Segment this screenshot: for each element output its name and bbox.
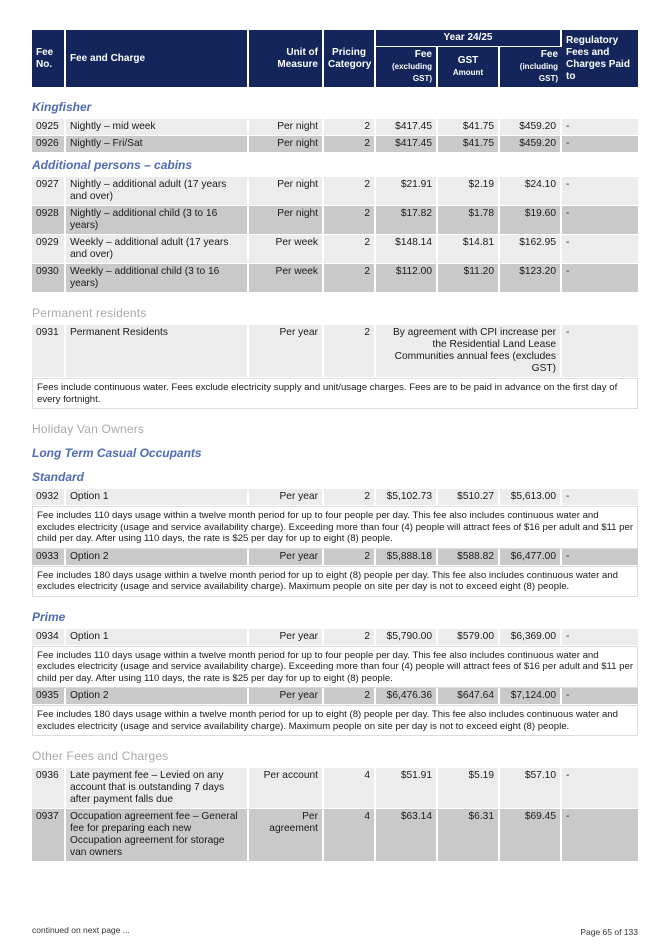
header-fee-no: Fee No. <box>32 30 66 87</box>
fee-name: Weekly – additional child (3 to 16 years) <box>66 264 249 293</box>
fee-incl: $19.60 <box>500 206 562 235</box>
header-unit-of-measure: Unit of Measure <box>249 30 324 87</box>
fee-excl: $17.82 <box>376 206 438 235</box>
unit: Per year <box>249 629 324 646</box>
header-fee-incl-sub: (including GST) <box>519 62 559 83</box>
fee-excl: $21.91 <box>376 177 438 206</box>
regulatory: - <box>562 768 638 809</box>
fee-name: Late payment fee – Levied on any account that is outstanding 7 days after payment falls due <box>66 768 249 809</box>
fee-no: 0926 <box>32 136 66 153</box>
fee-name: Option 2 <box>66 549 249 566</box>
gst-amount: $579.00 <box>438 629 500 646</box>
table-row <box>32 549 638 566</box>
fee-no: 0936 <box>32 768 66 809</box>
regulatory: - <box>562 325 638 378</box>
unit: Per year <box>249 325 324 378</box>
fee-name: Nightly – Fri/Sat <box>66 136 249 153</box>
gst-amount: $647.64 <box>438 688 500 705</box>
fee-incl: $459.20 <box>500 136 562 153</box>
fee-excl: $6,476.36 <box>376 688 438 705</box>
pricing-category: 2 <box>324 629 376 646</box>
unit: Per week <box>249 264 324 293</box>
fee-excl: $5,888.18 <box>376 549 438 566</box>
section-holiday-van: Holiday Van Owners <box>32 409 638 441</box>
fee-excl: $5,102.73 <box>376 489 438 506</box>
fee-excl: $148.14 <box>376 235 438 264</box>
section-heading <box>32 736 638 768</box>
header-year: Year 24/25 <box>376 30 562 47</box>
fee-incl: $6,369.00 <box>500 629 562 646</box>
regulatory: - <box>562 119 638 136</box>
fee-name: Permanent Residents <box>66 325 249 378</box>
table-row <box>32 119 638 136</box>
pricing-category: 2 <box>324 264 376 293</box>
header-fee-incl <box>500 47 562 87</box>
fee-name: Nightly – additional child (3 to 16 years) <box>66 206 249 235</box>
pricing-category: 2 <box>324 489 376 506</box>
unit: Per week <box>249 235 324 264</box>
table-row <box>32 688 638 705</box>
note-option-2: Fee includes 180 days usage within a twelve month period for up to eight (8) people per day. This fee also includes continuous water and excludes electricity (usage and service availability charge). Maximum people on site per day is not to exceed eight (8) people. <box>32 705 638 736</box>
fee-note <box>32 646 638 689</box>
fee-excl: $417.45 <box>376 119 438 136</box>
table-row <box>32 206 638 235</box>
fee-no: 0933 <box>32 549 66 566</box>
table-row <box>32 235 638 264</box>
pricing-category: 2 <box>324 119 376 136</box>
unit: Per year <box>249 489 324 506</box>
section-long-term: Long Term Casual Occupants <box>32 441 638 465</box>
regulatory: - <box>562 235 638 264</box>
fee-name: Option 1 <box>66 489 249 506</box>
fee-excl: $112.00 <box>376 264 438 293</box>
pricing-category: 2 <box>324 325 376 378</box>
regulatory: - <box>562 136 638 153</box>
fee-incl: $24.10 <box>500 177 562 206</box>
unit: Per account <box>249 768 324 809</box>
header-gst <box>438 47 500 87</box>
header-regulatory: Regulatory Fees and Charges Paid to <box>562 30 638 87</box>
section-prime: Prime <box>32 597 638 629</box>
fee-incl: $7,124.00 <box>500 688 562 705</box>
unit: Per night <box>249 136 324 153</box>
fee-name: Option 2 <box>66 688 249 705</box>
table-header <box>32 30 638 87</box>
unit: Per night <box>249 206 324 235</box>
section-heading <box>32 597 638 629</box>
fees-page <box>32 30 638 862</box>
fee-no: 0931 <box>32 325 66 378</box>
pricing-category: 2 <box>324 177 376 206</box>
section-heading <box>32 441 638 465</box>
gst-amount: $2.19 <box>438 177 500 206</box>
table-row <box>32 325 638 378</box>
fee-incl: $162.95 <box>500 235 562 264</box>
fee-excl: $63.14 <box>376 809 438 862</box>
table-row <box>32 136 638 153</box>
regulatory: - <box>562 549 638 566</box>
header-fee-excl-label: Fee <box>414 49 432 60</box>
fee-no: 0928 <box>32 206 66 235</box>
header-fee-and-charge: Fee and Charge <box>66 30 249 87</box>
fee-incl: $57.10 <box>500 768 562 809</box>
pricing-category: 2 <box>324 206 376 235</box>
fee-no: 0927 <box>32 177 66 206</box>
pricing-category: 2 <box>324 688 376 705</box>
table-row <box>32 489 638 506</box>
pricing-category: 2 <box>324 549 376 566</box>
fee-incl: $459.20 <box>500 119 562 136</box>
fee-incl: $69.45 <box>500 809 562 862</box>
regulatory: - <box>562 177 638 206</box>
fee-no: 0925 <box>32 119 66 136</box>
fee-no: 0934 <box>32 629 66 646</box>
section-heading <box>32 87 638 119</box>
fee-no: 0929 <box>32 235 66 264</box>
note-permanent: Fees include continuous water. Fees exclude electricity supply and unit/usage charges. Fees are to be paid in advance on the first day of every fortnight. <box>32 378 638 409</box>
gst-amount: $11.20 <box>438 264 500 293</box>
fee-no: 0930 <box>32 264 66 293</box>
unit: Per year <box>249 549 324 566</box>
header-fee-excl-sub: (excluding GST) <box>391 62 432 83</box>
note-option-2: Fee includes 180 days usage within a twelve month period for up to eight (8) people per day. This fee also includes continuous water and excludes electricity (usage and service availability charge). Maximum people on site per day is not to exceed eight (8) people. <box>32 566 638 597</box>
table-row <box>32 264 638 293</box>
table-row <box>32 768 638 809</box>
gst-amount: $510.27 <box>438 489 500 506</box>
note-option-1: Fee includes 110 days usage within a twelve month period for up to four people per day. This fee also includes continuous water and excludes electricity (usage and service availability charge). Exceeding more than four (4) people will attract fees of $16 per adult and $11 per child per day. After using 110 days, the rate is $25 per day for up to eight (8) people. <box>32 506 638 549</box>
continued-note: continued on next page ... <box>32 925 130 935</box>
fees-table <box>32 30 638 862</box>
fee-note <box>32 705 638 736</box>
pricing-category: 4 <box>324 809 376 862</box>
fee-by-agreement: By agreement with CPI increase per the Residential Land Lease Communities annual fees (excludes GST) <box>376 325 562 378</box>
page-number: Page 65 of 133 <box>580 927 638 937</box>
fee-name: Weekly – additional adult (17 years and over) <box>66 235 249 264</box>
regulatory: - <box>562 809 638 862</box>
unit: Per agreement <box>249 809 324 862</box>
gst-amount: $41.75 <box>438 136 500 153</box>
gst-amount: $41.75 <box>438 119 500 136</box>
section-heading <box>32 293 638 325</box>
table-row <box>32 177 638 206</box>
fee-incl: $123.20 <box>500 264 562 293</box>
fee-incl: $6,477.00 <box>500 549 562 566</box>
table-row <box>32 629 638 646</box>
header-fee-incl-label: Fee <box>540 49 559 60</box>
header-pricing-category: Pricing Category <box>324 30 376 87</box>
regulatory: - <box>562 206 638 235</box>
section-heading <box>32 409 638 441</box>
gst-amount: $1.78 <box>438 206 500 235</box>
table-row <box>32 809 638 862</box>
fee-note <box>32 506 638 549</box>
unit: Per year <box>249 688 324 705</box>
fee-no: 0937 <box>32 809 66 862</box>
fee-no: 0932 <box>32 489 66 506</box>
note-option-1: Fee includes 110 days usage within a twelve month period for up to four people per day. This fee also includes continuous water and excludes electricity (usage and service availability charge). Exceeding more than four (4) people will attract fees of $16 per adult and $11 per child per day. After using 110 days, the rate is $25 per day for up to eight (8) people. <box>32 646 638 689</box>
fee-incl: $5,613.00 <box>500 489 562 506</box>
gst-amount: $6.31 <box>438 809 500 862</box>
section-permanent: Permanent residents <box>32 293 638 325</box>
pricing-category: 2 <box>324 136 376 153</box>
section-standard: Standard <box>32 465 638 489</box>
regulatory: - <box>562 489 638 506</box>
fee-name: Nightly – additional adult (17 years and over) <box>66 177 249 206</box>
fee-no: 0935 <box>32 688 66 705</box>
regulatory: - <box>562 264 638 293</box>
fee-note <box>32 566 638 597</box>
section-cabins: Additional persons – cabins <box>32 153 638 177</box>
section-heading <box>32 465 638 489</box>
header-gst-label: GST <box>457 55 479 66</box>
gst-amount: $14.81 <box>438 235 500 264</box>
regulatory: - <box>562 629 638 646</box>
fee-name: Nightly – mid week <box>66 119 249 136</box>
unit: Per night <box>249 177 324 206</box>
header-gst-sub: Amount <box>452 68 484 77</box>
pricing-category: 4 <box>324 768 376 809</box>
fee-excl: $51.91 <box>376 768 438 809</box>
pricing-category: 2 <box>324 235 376 264</box>
section-kingfisher: Kingfisher <box>32 87 638 119</box>
regulatory: - <box>562 688 638 705</box>
fee-note <box>32 378 638 409</box>
header-fee-excl <box>376 47 438 87</box>
gst-amount: $5.19 <box>438 768 500 809</box>
fee-excl: $417.45 <box>376 136 438 153</box>
unit: Per night <box>249 119 324 136</box>
fee-name: Occupation agreement fee – General fee for preparing each new Occupation agreement for storage van owners <box>66 809 249 862</box>
section-heading <box>32 153 638 177</box>
gst-amount: $588.82 <box>438 549 500 566</box>
fee-name: Option 1 <box>66 629 249 646</box>
section-other: Other Fees and Charges <box>32 736 638 768</box>
fee-excl: $5,790.00 <box>376 629 438 646</box>
